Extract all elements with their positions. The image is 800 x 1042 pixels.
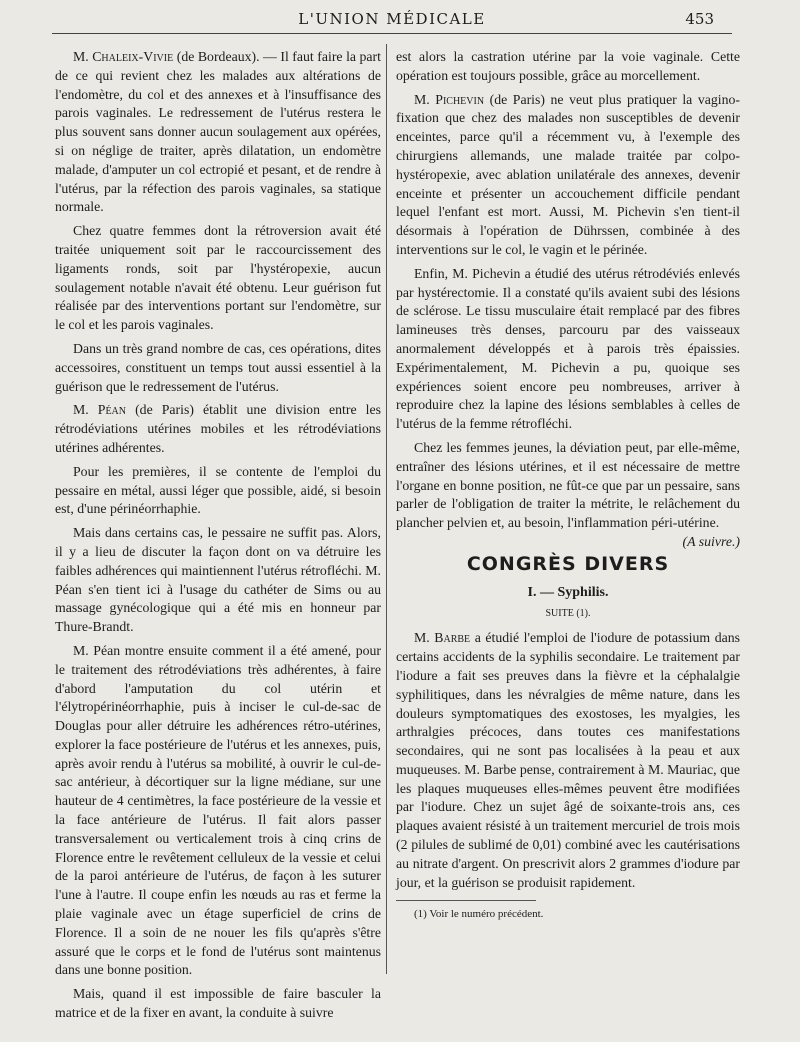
paragraph	[55, 985, 381, 1023]
paragraph-text: Enfin, M. Pichevin a étudié des utérus rétrodéviés enlevés par hystérectomie. Il a constaté qu'ils avaient subi des lésions de sclérose. Le tissu musculaire était remplacé par des fibres lamineuses très denses, parcouru par des vaisseaux anormalement développés et à parois très épaissies. Expérimentalement, M. Pichevin a pu, quoique ses expériences soient encore peu nombreuses, arriver à reproduire chez la lapine des lésions semblables à celles de l'utérus de la femme rétrofléchi.	[396, 265, 740, 432]
section-title: CONGRÈS DIVERS	[466, 552, 670, 575]
column-divider	[386, 44, 387, 974]
paragraph	[396, 265, 740, 434]
section-subtitle: I. — Syphilis.	[527, 584, 609, 600]
paragraph-text: M. Péan montre ensuite comment il a été amené, pour le traitement des rétrodéviations très adhérentes, à faire d'abord l'amputation du col utérin et l'élytropérinéorrhaphie, puis à inciser le cul-de-sac de Douglas pour aller détruire les adhérences rétro-utérines, explorer la face postérieure de l'utérus et les annexes, puis, après avoir rendu à l'utérus sa mobilité, à ouvrir le cul-de-sac antérieur, à décortiquer sur la ligne médiane, sur une hauteur de 4 centimètres, la face postérieure de la vessie et la face antérieure de l'utérus. Il fait alors passer transversalement ou verticalement trois à cinq crins de Florence entre le revêtement celluleux de la vessie et celui de la paroi antérieure de l'utérus, de façon à les suturer l'une à l'autre. Il coupe enfin les nœuds au ras et ferme la plaie vaginale avec un étage superficiel de crins de Florence. Il a soin de ne nouer les fils qu'après s'être assuré que le corps et le fond de l'utérus sont maintenus dans une bonne position.	[55, 642, 381, 978]
speaker-name: M. Chaleix-Vivie	[73, 49, 174, 64]
footnote-rule	[396, 900, 536, 901]
header-rule	[52, 33, 732, 34]
right-column-text	[396, 48, 740, 549]
paragraph-text: Chez les femmes jeunes, la déviation peut, par elle-même, entraîner des lésions utérines, et il est nécessaire de mettre l'organe en bonne position, ne fût-ce que par un pessaire, sans parler de l'obligation de traiter la métrite, le relâchement du plancher pelvien et, au besoin, l'inflammation péri-utérine.	[396, 439, 740, 531]
paragraph	[396, 629, 740, 892]
paragraph	[55, 340, 381, 396]
section-suite-note: SUITE (1).	[545, 607, 591, 619]
paragraph-text: Dans un très grand nombre de cas, ces opérations, dites accessoires, constituent un temps tout aussi essentiel à la guérison que le redressement de l'utérus.	[55, 340, 381, 394]
paragraph-text: Mais dans certains cas, le pessaire ne suffit pas. Alors, il y a lieu de discuter la façon dont on va détruire les faibles adhérences qui maintiennent l'utérus rétrofléchi. M. Péan s'en tient ici à l'usage du cathéter de Sims ou au massage gynécologique qui a été mis en honneur par Thure-Brandt.	[55, 525, 381, 635]
continuation-note: (A suivre.)	[682, 533, 740, 549]
paragraph	[55, 524, 381, 637]
paragraph-text: a étudié l'emploi de l'iodure de potassium dans certains accidents de la syphilis secondaire. Le traitement par l'iodure a fait ses preuves dans la fièvre et la céphalalgie syphilitiques, dans les névralgies de même nature, dans les douleurs symptomatiques des exostoses, les myalgies, les arthralgies précoces, dans toutes ces manifestations secondaires, qui ne sont pas localisées à la peau et aux muqueuses. M. Barbe pense, contrairement à M. Mauriac, que les plaques muqueuses elles-mêmes peuvent être modifiées par l'iodure. Chez un sujet âgé de soixante-trois ans, ces plaques avaient résisté à un traitement mercuriel de trois mois (2 pilules de sublimé de 0,01) combiné avec les cautérisations au nitrate d'argent. On prescrivit alors 2 grammes d'iodure par jour, et la guérison se produisit rapidement.	[396, 630, 740, 890]
left-column	[55, 48, 381, 1028]
paragraph-text: (de Bordeaux). — Il faut faire la part de ce qui revient chez les malades aux altérations de l'endomètre, du col et des annexes et à l'insuffisance des parois vaginales. Le redressement de l'utérus restera le plus souvent sans donner aucun soulagement aux opérées, si on néglige de traiter, après dilatation, un endomètre malade, d'amputer un col ectropié et pesant, et de rendre à l'utérus, par la réfection des parois vaginales, sa statique normale.	[55, 49, 381, 215]
paragraph-text: est alors la castration utérine par la voie vaginale. Cette opération est toujours possible, grâce au morcellement.	[396, 49, 740, 83]
paragraph-text: Mais, quand il est impossible de faire basculer la matrice et de la fixer en avant, la conduite à suivre	[55, 986, 381, 1021]
paragraph	[55, 642, 381, 980]
paragraph	[396, 91, 740, 260]
speaker-name: M. Péan	[73, 402, 127, 418]
paragraph	[396, 48, 740, 86]
paragraph	[396, 439, 740, 549]
paragraph	[55, 222, 381, 335]
right-column	[396, 48, 740, 929]
right-column-section-text	[396, 629, 740, 892]
paragraph-text: Pour les premières, il se contente de l'emploi du pessaire en métal, aussi léger que possible, aidé, si besoin est, d'une périnéorrhaphie.	[55, 463, 381, 517]
speaker-name: M. Pichevin	[414, 91, 485, 107]
running-head: L'UNION MÉDICALE	[298, 10, 486, 28]
paragraph-text: (de Paris) ne veut plus pratiquer la vagino-fixation que chez des malades non susceptibles de devenir enceintes, parce qu'il a récemment vu, à l'exemple des chirurgiens allemands, une malade traitée par colpo-hystéropexie, avec ablation unilatérale des annexes, devenir enceinte et présenter un accouchement difficile pendant lequel l'enfant est mort. Aussi, M. Pichevin s'en tient-il désormais à l'opération de Dührssen, combinée à des interventions sur le col, le vagin et le périnée.	[396, 91, 740, 257]
footnote: (1) Voir le numéro précédent.	[414, 908, 544, 921]
page-number: 453	[685, 10, 714, 28]
paragraph	[55, 401, 381, 457]
paragraph	[55, 463, 381, 519]
speaker-name: M. Barbe	[414, 630, 471, 646]
paragraph	[55, 48, 381, 217]
paragraph-text: Chez quatre femmes dont la rétroversion avait été traitée uniquement soit par le raccourcissement des ligaments ronds, soit par l'hystéropexie, aucun soulagement notable n'avait été obtenu. Leur guérison fut réalisée par des interventions portant sur l'endomètre, sur le col et les parois vaginales.	[55, 223, 381, 333]
paragraph-text: (de Paris) établit une division entre les rétrodéviations utérines mobiles et les rétrodéviations utérines adhérentes.	[55, 402, 381, 455]
